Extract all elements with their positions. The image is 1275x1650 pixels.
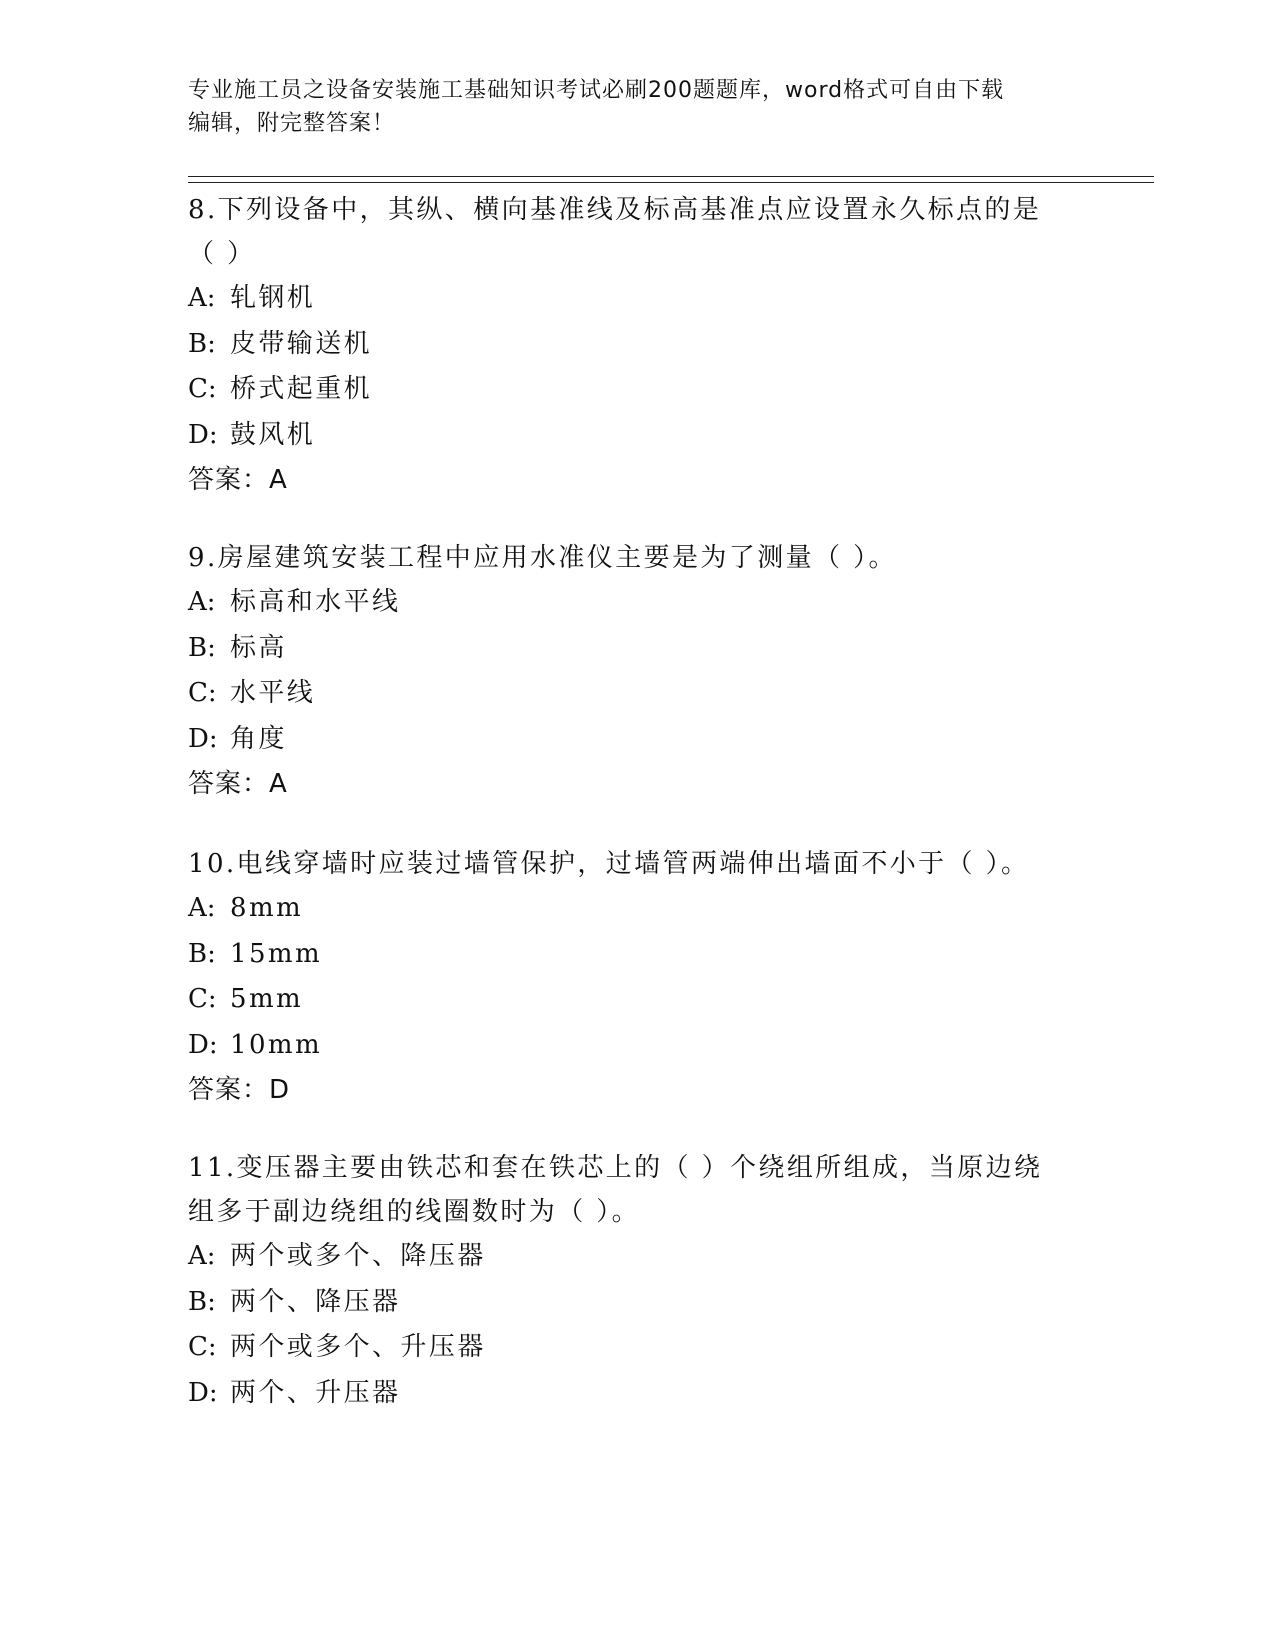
answer-line: 答案：A <box>188 769 288 799</box>
option-b <box>188 322 1068 368</box>
option-d <box>188 1023 1068 1069</box>
question-10 <box>188 842 1068 1112</box>
option-key: B: <box>188 632 216 663</box>
option-key: A: <box>188 1241 216 1271</box>
option-d <box>188 717 1068 763</box>
option-key: C: <box>188 1332 217 1362</box>
option-text: 两个或多个、降压器 <box>230 1241 486 1271</box>
option-key: B: <box>188 938 216 969</box>
question-11 <box>188 1146 1068 1416</box>
header-line-2: 编辑，附完整答案！ <box>188 111 396 136</box>
header-divider-bottom <box>188 182 1154 183</box>
option-b <box>188 932 1068 978</box>
question-title: 8.下列设备中，其纵、横向基准线及标高基准点应设置永久标点的是 <box>188 195 1042 225</box>
question-title-cont: （ ） <box>188 239 256 269</box>
option-key: C: <box>188 374 217 404</box>
document-header <box>188 74 1068 140</box>
option-b <box>188 1280 1068 1326</box>
question-title-cont: 组多于副边绕组的线圈数时为（ ）。 <box>188 1197 641 1227</box>
option-text: 5mm <box>230 984 304 1014</box>
option-c <box>188 367 1068 413</box>
option-text: 鼓风机 <box>230 419 316 450</box>
answer-line: 答案：D <box>188 1075 291 1105</box>
option-text: 10mm <box>230 1029 322 1060</box>
option-text: 角度 <box>230 723 287 754</box>
option-text: 水平线 <box>230 678 316 708</box>
question-title: 10.电线穿墙时应装过墙管保护，过墙管两端伸出墙面不小于（ ）。 <box>188 849 1030 879</box>
option-a <box>188 276 1068 322</box>
option-d <box>188 1371 1068 1417</box>
header-line-1: 专业施工员之设备安装施工基础知识考试必刷200题题库，word格式可自由下载 <box>188 78 1005 103</box>
question-title: 11.变压器主要由铁芯和套在铁芯上的（ ）个绕组所组成，当原边绕 <box>188 1153 1043 1183</box>
option-text: 两个或多个、升压器 <box>230 1332 486 1362</box>
option-text: 标高和水平线 <box>230 587 401 617</box>
option-text: 桥式起重机 <box>230 374 373 404</box>
option-b <box>188 626 1068 672</box>
option-a <box>188 1234 1068 1280</box>
option-c <box>188 977 1068 1023</box>
option-text: 两个、降压器 <box>230 1286 401 1317</box>
option-key: B: <box>188 328 216 359</box>
option-text: 标高 <box>230 632 287 663</box>
option-key: D: <box>188 1029 218 1060</box>
option-c <box>188 1325 1068 1371</box>
option-key: C: <box>188 678 217 708</box>
question-9 <box>188 536 1068 806</box>
answer-line: 答案：A <box>188 465 288 495</box>
option-key: A: <box>188 893 216 923</box>
question-8 <box>188 188 1068 502</box>
option-key: D: <box>188 723 218 754</box>
option-key: A: <box>188 283 216 313</box>
option-key: B: <box>188 1286 216 1317</box>
option-key: D: <box>188 1377 218 1408</box>
option-a <box>188 886 1068 932</box>
option-text: 两个、升压器 <box>230 1377 401 1408</box>
option-text: 轧钢机 <box>230 283 316 313</box>
option-text: 8mm <box>230 893 304 923</box>
option-text: 皮带输送机 <box>230 328 373 359</box>
option-c <box>188 671 1068 717</box>
option-text: 15mm <box>230 938 322 969</box>
option-a <box>188 580 1068 626</box>
option-d <box>188 413 1068 459</box>
option-key: D: <box>188 419 218 450</box>
header-divider-top <box>188 176 1154 177</box>
question-title: 9.房屋建筑安装工程中应用水准仪主要是为了测量（ ）。 <box>188 543 897 573</box>
option-key: A: <box>188 587 216 617</box>
option-key: C: <box>188 984 217 1014</box>
